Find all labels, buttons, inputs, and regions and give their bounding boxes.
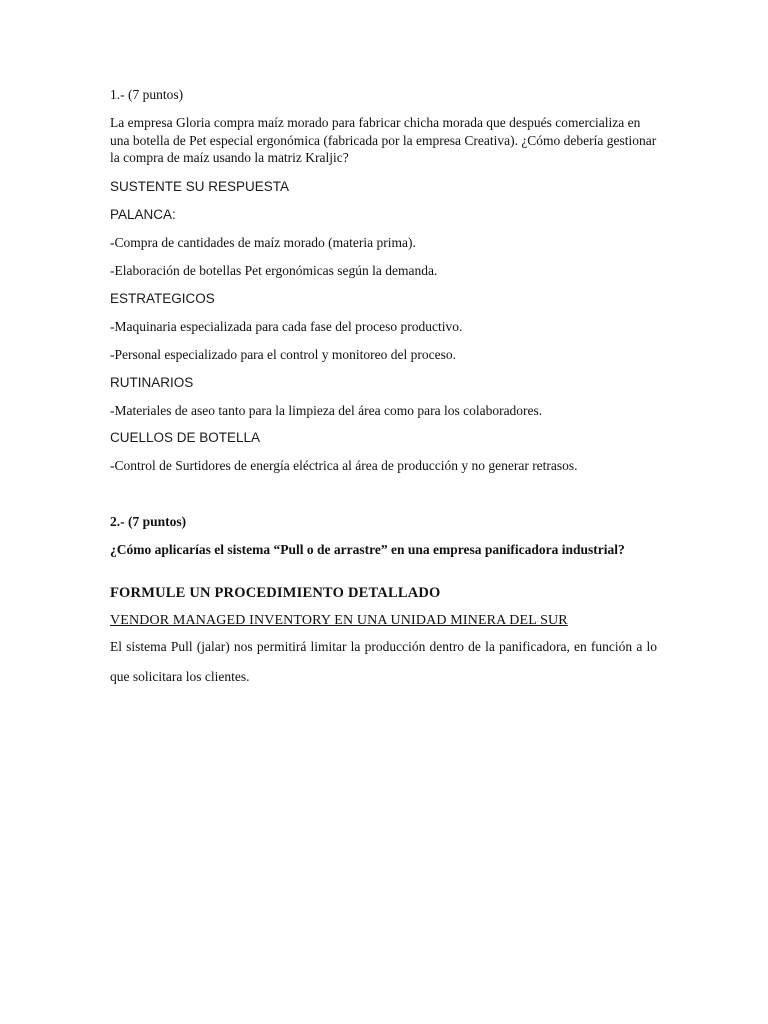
- question-2-heading: 2.- (7 puntos): [110, 514, 187, 529]
- question-2-answer: El sistema Pull (jalar) nos permitirá limitar la producción dentro de la panificadora, en función a lo que solicitara los clientes.: [110, 639, 657, 684]
- section-title-cuellos-de-botella: CUELLOS DE BOTELLA: [110, 430, 261, 445]
- question-2-subtitle: VENDOR MANAGED INVENTORY EN UNA UNIDAD MINERA DEL SUR: [110, 613, 568, 628]
- question-2-prompt: ¿Cómo aplicarías el sistema “Pull o de arrastre” en una empresa panificadora industrial?: [110, 542, 625, 557]
- section-item: -Control de Surtidores de energía eléctrica al área de producción y no generar retrasos.: [110, 458, 578, 473]
- question-1-prompt: La empresa Gloria compra maíz morado para fabricar chicha morada que después comercializa en una botella de Pet especial ergonómica (fabricada por la empresa Creativa). ¿Cómo debería gestionar la compra de maíz usando la matriz Kraljic?: [110, 115, 657, 165]
- question-1-heading: 1.- (7 puntos): [110, 87, 184, 102]
- section-item: -Elaboración de botellas Pet ergonómicas según la demanda.: [110, 263, 438, 278]
- section-item: -Compra de cantidades de maíz morado (materia prima).: [110, 235, 416, 250]
- section-item: -Maquinaria especializada para cada fase del proceso productivo.: [110, 319, 463, 334]
- section-title-palanca: PALANCA:: [110, 207, 176, 222]
- section-title-estrategicos: ESTRATEGICOS: [110, 291, 215, 306]
- question-1-instruction: SUSTENTE SU RESPUESTA: [110, 179, 290, 194]
- section-item: -Materiales de aseo tanto para la limpieza del área como para los colaboradores.: [110, 403, 543, 418]
- section-title-rutinarios: RUTINARIOS: [110, 375, 194, 390]
- section-item: -Personal especializado para el control y monitoreo del proceso.: [110, 347, 456, 362]
- question-2-instruction: FORMULE UN PROCEDIMIENTO DETALLADO: [110, 585, 441, 601]
